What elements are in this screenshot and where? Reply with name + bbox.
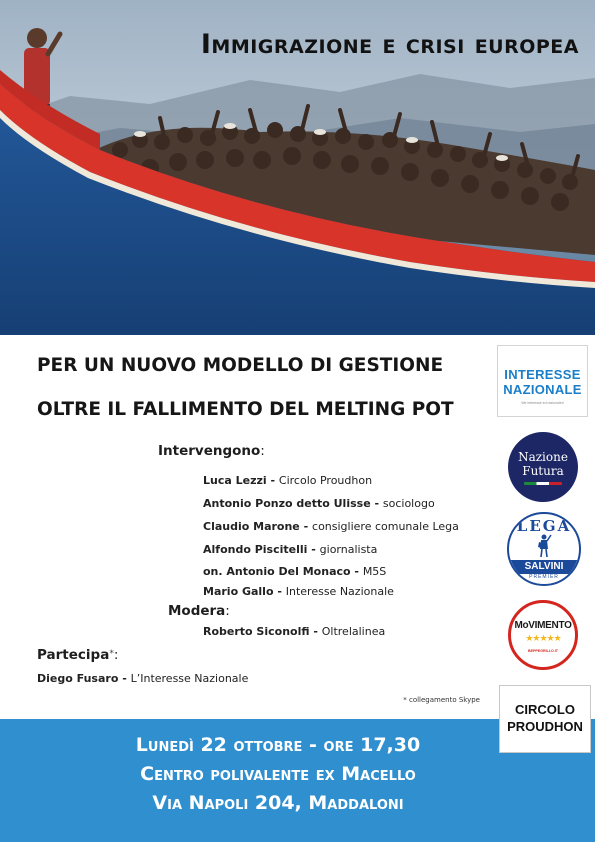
- moderator-row: Roberto Siconolfi - Oltrelalinea: [203, 625, 386, 638]
- speaker-row: Claudio Marone - consigliere comunale Lega: [203, 520, 459, 533]
- alberto-da-giussano-icon: [536, 534, 552, 558]
- lega-salvini-logo: [507, 512, 581, 586]
- moderator-role: Oltrelalinea: [321, 625, 386, 638]
- participant-row: Diego Fusaro - L’Interesse Nazionale: [37, 672, 249, 685]
- speaker-name: Luca Lezzi: [203, 474, 267, 487]
- italian-flag-stripe: [524, 482, 562, 485]
- speakers-heading-label: Intervengono: [158, 443, 261, 459]
- participant-heading: Partecipa*:: [37, 647, 119, 663]
- interesse-nazionale-logo: [497, 345, 588, 417]
- movimento-5-stelle-logo: [508, 600, 578, 670]
- lega-logo-word: LEGA: [516, 517, 572, 535]
- interesse-logo-line-1: INTERESSE: [504, 367, 581, 382]
- speaker-name: Alfondo Piscitelli: [203, 543, 308, 556]
- circolo-proudhon-logo: [499, 685, 591, 753]
- speaker-role: consigliere comunale Lega: [312, 520, 459, 533]
- speakers-heading: Intervengono:: [158, 443, 265, 459]
- speaker-name: Antonio Ponzo detto Ulisse: [203, 497, 371, 510]
- speaker-name: Claudio Marone: [203, 520, 300, 533]
- speaker-role: sociologo: [382, 497, 435, 510]
- circolo-proudhon-line-1: CIRCOLO: [515, 702, 575, 717]
- participant-heading-label: Partecipa: [37, 647, 110, 663]
- speaker-role: M5S: [362, 565, 387, 578]
- subtitle-line-2: OLTRE IL FALLIMENTO DEL MELTING POT: [37, 399, 454, 420]
- nazione-futura-line-1: Nazione: [518, 450, 568, 464]
- speaker-role: giornalista: [319, 543, 378, 556]
- lega-logo-band: SALVINI: [509, 560, 579, 574]
- subtitle-line-1: PER UN NUOVO MODELLO DI GESTIONE: [37, 355, 444, 376]
- interesse-logo-line-2: NAZIONALE: [503, 382, 582, 397]
- nazione-futura-logo: [508, 432, 578, 502]
- speaker-role: Interesse Nazionale: [285, 585, 394, 598]
- speaker-name: on. Antonio Del Monaco: [203, 565, 351, 578]
- nazione-futura-line-2: Futura: [522, 464, 564, 478]
- moderator-heading-label: Modera: [168, 603, 226, 619]
- movimento-logo-text: MoVIMENTO: [514, 620, 572, 631]
- speaker-row: Antonio Ponzo detto Ulisse - sociologo: [203, 497, 435, 510]
- event-date-time: Lunedì 22 ottobre - ore 17,30: [135, 734, 421, 756]
- event-address: Via Napoli 204, Maddaloni: [152, 792, 404, 814]
- header-photo: [0, 0, 595, 335]
- skype-footnote: * collegamento Skype: [403, 696, 480, 704]
- circolo-proudhon-line-2: PROUDHON: [507, 719, 583, 734]
- five-stars-icon: ★★★★★: [525, 634, 561, 644]
- event-title: Immigrazione e crisi europea: [200, 29, 579, 60]
- interesse-logo-tagline: We interesse ed razionaleri: [521, 401, 564, 405]
- movimento-logo-url: BEPPEGRILLO.IT: [528, 649, 558, 653]
- participant-name: Diego Fusaro: [37, 672, 119, 685]
- speaker-row: on. Antonio Del Monaco - M5S: [203, 565, 387, 578]
- speaker-name: Mario Gallo: [203, 585, 274, 598]
- speaker-row: Luca Lezzi - Circolo Proudhon: [203, 474, 373, 487]
- event-venue: Centro polivalente ex Macello: [140, 763, 416, 785]
- speaker-row: Alfondo Piscitelli - giornalista: [203, 543, 378, 556]
- speaker-role: Circolo Proudhon: [278, 474, 373, 487]
- lega-logo-premier: PREMIER: [529, 574, 559, 580]
- speaker-row: Mario Gallo - Interesse Nazionale: [203, 585, 394, 598]
- movimento-logo-word: [511, 620, 575, 631]
- moderator-heading: Modera:: [168, 603, 230, 619]
- moderator-name: Roberto Siconolfi: [203, 625, 310, 638]
- participant-role: L’Interesse Nazionale: [130, 672, 249, 685]
- participant-asterisk: *: [109, 649, 114, 659]
